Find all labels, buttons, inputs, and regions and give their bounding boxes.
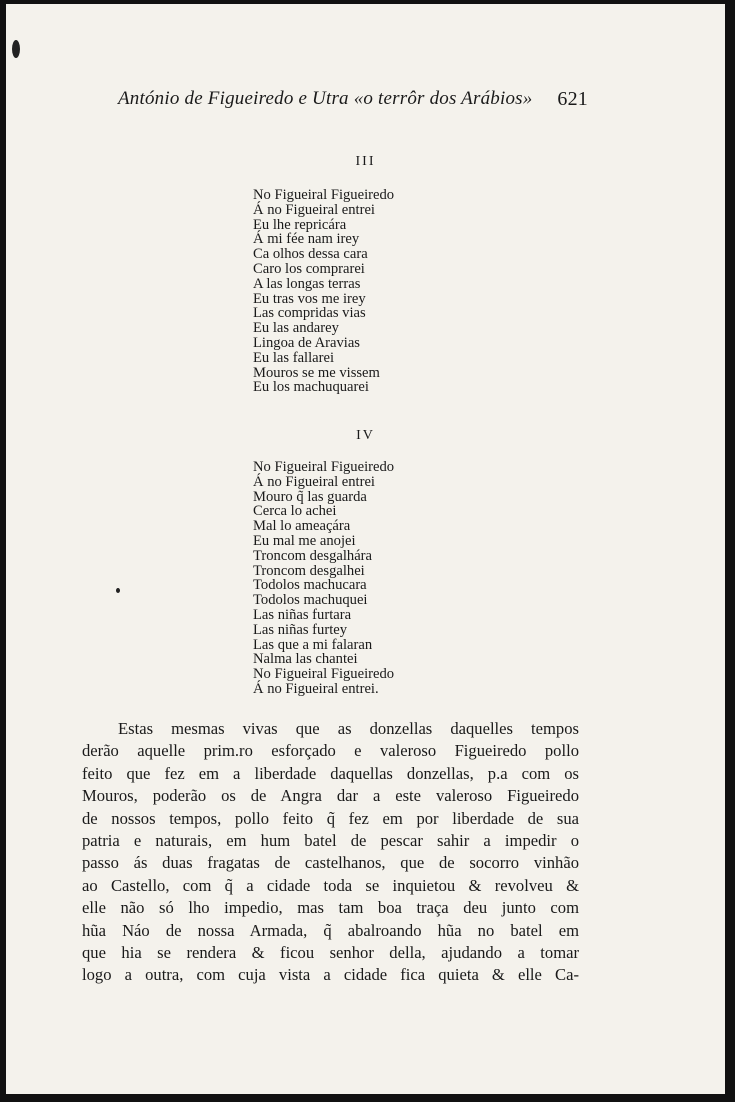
poem-line: No Figueiral Figueiredo [253,666,395,683]
poem-stanza-4 [253,460,394,697]
poem-line: Mouro q̃ las guarda [253,488,367,505]
poem-line: Á mi fée nam irey [253,231,360,248]
running-head-title: António de Figueiredo e Utra «o terrôr dos Arábios» [118,88,533,109]
page-number: 621 [557,88,588,110]
poem-line: Ca olhos dessa cara [253,246,368,263]
prose-line: Mouros, poderão os de Angra dar a este valeroso Figueiredo [82,786,579,806]
poem-line: Nalma las chantei [253,651,358,668]
poem-line: Troncom desgalhei [253,562,365,579]
prose-line: hũa Náo de nossa Armada, q̃ abalroando hũa no batel em [82,920,579,940]
poem-line: Las que a mi falaran [253,636,373,653]
prose-line: derão aquelle prim.ro esforçado e valeroso Figueiredo pollo [82,741,579,761]
section-numeral: III [355,154,376,169]
running-head [118,88,588,112]
poem-line: Caro los comprarei [253,260,365,277]
prose-paragraph [82,718,579,987]
poem-line: Á no Figueiral entrei. [253,680,379,697]
prose-line: feito que fez em a liberdade daquellas donzellas, p.a com os [82,763,579,783]
poem-stanza-3 [253,188,394,395]
poem-line: Lingoa de Aravias [253,334,360,351]
poem-line: Cerca lo achei [253,503,337,520]
poem-line: Las niñas furtey [253,621,348,638]
poem-line: Eu lhe repricára [253,216,347,233]
prose-line: logo a outra, com cuja vista a cidade fica quieta & elle Ca- [82,965,579,985]
poem-line: No Figueiral Figueiredo [253,187,395,203]
poem-line: Eu los machuquarei [253,379,369,396]
poem-line: Eu mal me anojei [253,532,356,549]
ink-dot [116,588,120,593]
section-numeral: IV [356,428,375,443]
prose-line: passo ás duas fragatas de castelhanos, que de socorro vinhão [82,853,579,873]
poem-line: Todolos machuquei [253,592,368,609]
poem-line: Todolos machucara [253,577,367,594]
poem-line: Mal lo ameaçára [253,518,351,535]
prose-line: patria e naturais, em hum batel de pescar sahir a impedir o [82,831,579,851]
prose-line: ao Castello, com q̃ a cidade toda se inquietou & revolveu & [82,875,579,895]
poem-line: Las niñas furtara [253,606,352,623]
poem-line: Eu tras vos me irey [253,290,366,307]
prose-line: de nossos tempos, pollo feito q̃ fez em por liberdade de sua [82,808,579,828]
poem-line: No Figueiral Figueiredo [253,459,395,475]
poem-line: Á no Figueiral entrei [253,473,375,490]
ink-smudge [12,40,20,58]
poem-line: Eu las andarey [253,320,339,337]
book-page [6,4,725,1094]
poem-line: Á no Figueiral entrei [253,201,375,218]
poem-line: Las compridas vias [253,305,366,322]
poem-line: A las longas terras [253,275,361,292]
poem-line: Eu las fallarei [253,349,335,366]
prose-line: Estas mesmas vivas que as donzellas daquelles tempos [118,719,579,738]
poem-line: Troncom desgalhára [253,547,373,564]
prose-line: elle não só lho impedio, mas tam boa traça deu junto com [82,898,579,918]
poem-line: Mouros se me vissem [253,364,380,381]
prose-line: que hia se rendera & ficou senhor della, ajudando a tomar [82,943,579,963]
